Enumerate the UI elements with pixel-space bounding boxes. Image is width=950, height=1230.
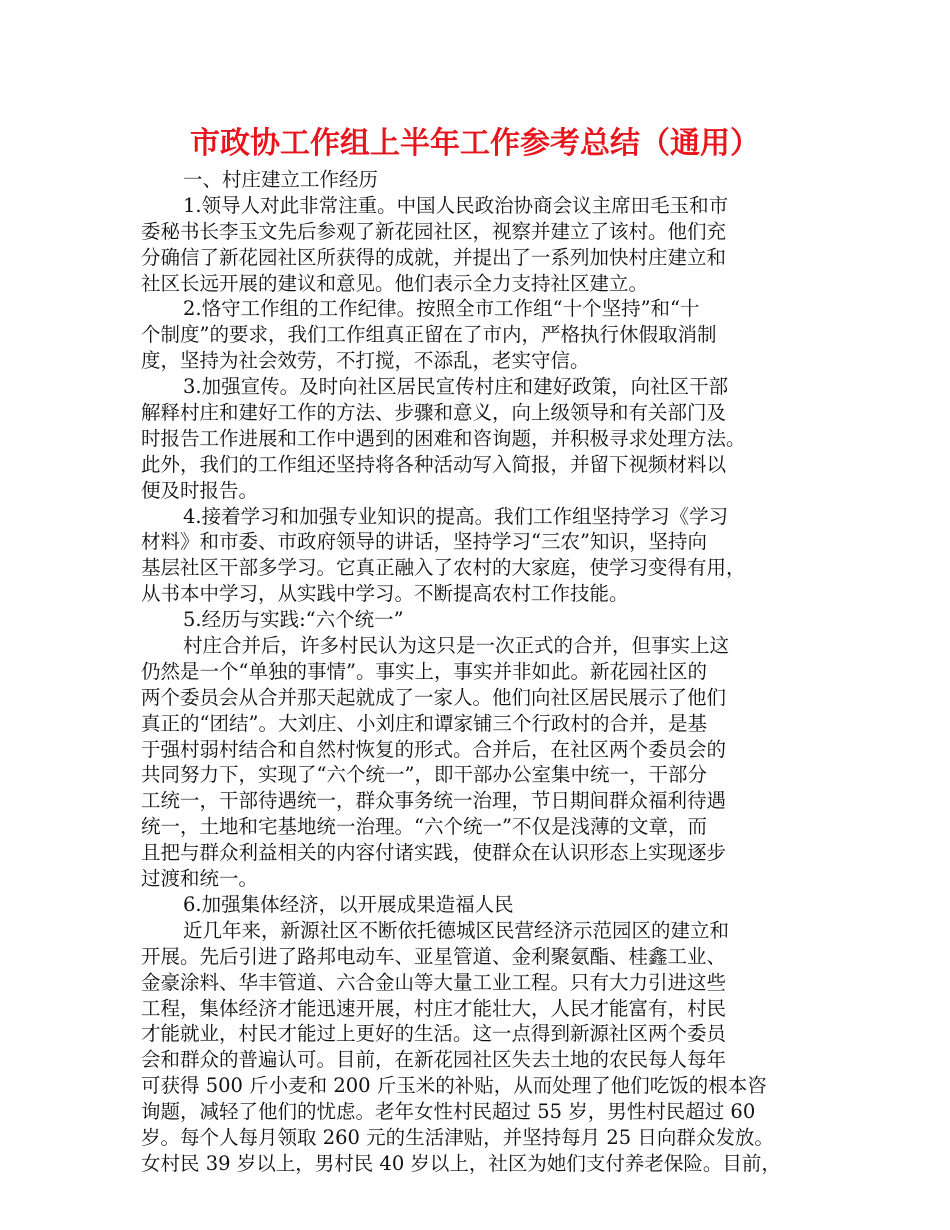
text-line: 度，坚持为社会效劳，不打搅，不添乱，老实守信。 [141, 349, 590, 373]
text-line: 4.接着学习和加强专业知识的提高。我们工作组坚持学习《学习 [183, 504, 729, 528]
text-line: 于强村弱村结合和自然村恢复的形式。合并后，在社区两个委员会的 [141, 737, 727, 761]
text-line: 时报告工作进展和工作中遇到的困难和咨询题，并积极寻求处理方法。 [141, 426, 746, 450]
text-line: 一、村庄建立工作经历 [183, 168, 379, 191]
text-line: 开展。先后引进了路邦电动车、亚星管道、金利聚氨酯、桂鑫工业、 [141, 944, 727, 968]
text-line: 会和群众的普遍认可。目前，在新花园社区失去土地的农民每人每年 [141, 1048, 727, 1072]
text-line: 近几年来，新源社区不断依托德城区民营经济示范园区的建立和 [183, 918, 730, 942]
text-line: 可获得 500 斤小麦和 200 斤玉米的补贴，从而处理了他们吃饭的根本咨 [141, 1074, 767, 1098]
text-line: 此外，我们的工作组还坚持将各种活动写入简报，并留下视频材料以 [141, 452, 727, 476]
text-line: 才能就业，村民才能过上更好的生活。这一点得到新源社区两个委员 [141, 1022, 727, 1046]
text-line: 委秘书长李玉文先后参观了新花园社区，视察并建立了该村。他们充 [141, 219, 727, 243]
text-line: 金豪涂料、华丰管道、六合金山等大量工业工程。只有大力引进这些 [141, 970, 727, 994]
text-line: 1.领导人对此非常注重。中国人民政治协商会议主席田毛玉和市 [183, 193, 729, 217]
text-line: 统一，土地和宅基地统一治理。“六个统一”不仅是浅薄的文章，而 [141, 815, 707, 839]
text-line: 3.加强宣传。及时向社区居民宣传村庄和建好政策，向社区干部 [183, 375, 729, 399]
text-line: 基层社区干部多学习。它真正融入了农村的大家庭，使学习变得有用， [141, 556, 746, 580]
text-line: 便及时报告。 [141, 478, 259, 502]
text-line: 个制度”的要求，我们工作组真正留在了市内，严格执行休假取消制 [141, 323, 717, 347]
text-line: 分确信了新花园社区所获得的成就，并提出了一系列加快村庄建立和 [141, 245, 727, 269]
text-line: 且把与群众利益相关的内容付诸实践，使群众在认识形态上实现逐步 [141, 841, 727, 865]
text-line: 2.恪守工作组的工作纪律。按照全市工作组“十个坚持”和“十 [183, 297, 700, 321]
text-line: 两个委员会从合并那天起就成了一家人。他们向社区居民展示了他们 [141, 685, 727, 709]
text-line: 6.加强集体经济，以开展成果造福人民 [183, 892, 514, 916]
text-line: 工程，集体经济才能迅速开展，村庄才能壮大，人民才能富有，村民 [141, 996, 727, 1020]
document-title: 市政协工作组上半年工作参考总结（通用） [190, 126, 760, 161]
text-line: 材料》和市委、市政府领导的讲话，坚持学习“三农”知识，坚持向 [141, 530, 707, 554]
text-line: 解释村庄和建好工作的方法、步骤和意义，向上级领导和有关部门及 [141, 401, 727, 425]
text-line: 村庄合并后，许多村民认为这只是一次正式的合并，但事实上这 [183, 634, 730, 658]
text-line: 过渡和统一。 [141, 867, 259, 891]
text-line: 社区长远开展的建议和意见。他们表示全力支持社区建立。 [141, 271, 649, 295]
text-line: 仍然是一个“单独的事情”。事实上，事实并非如此。新花园社区的 [141, 659, 707, 683]
text-line: 女村民 39 岁以上，男村民 40 岁以上，社区为她们支付养老保险。目前， [141, 1151, 781, 1175]
text-line: 询题，减轻了他们的忧虑。老年女性村民超过 55 岁，男性村民超过 60 [141, 1100, 756, 1124]
text-line: 5.经历与实践:“六个统一” [183, 608, 404, 632]
text-line: 共同努力下，实现了“六个统一”，即干部办公室集中统一，干部分 [141, 763, 707, 787]
document-body [141, 167, 825, 1177]
text-line: 真正的“团结”。大刘庄、小刘庄和谭家铺三个行政村的合并，是基 [141, 711, 707, 735]
text-line: 工统一，干部待遇统一，群众事务统一治理，节日期间群众福利待遇 [141, 789, 727, 813]
text-line: 岁。每个人每月领取 260 元的生活津贴，并坚持每月 25 日向群众发放。 [141, 1125, 774, 1149]
text-line: 从书本中学习，从实践中学习。不断提高农村工作技能。 [141, 582, 629, 606]
